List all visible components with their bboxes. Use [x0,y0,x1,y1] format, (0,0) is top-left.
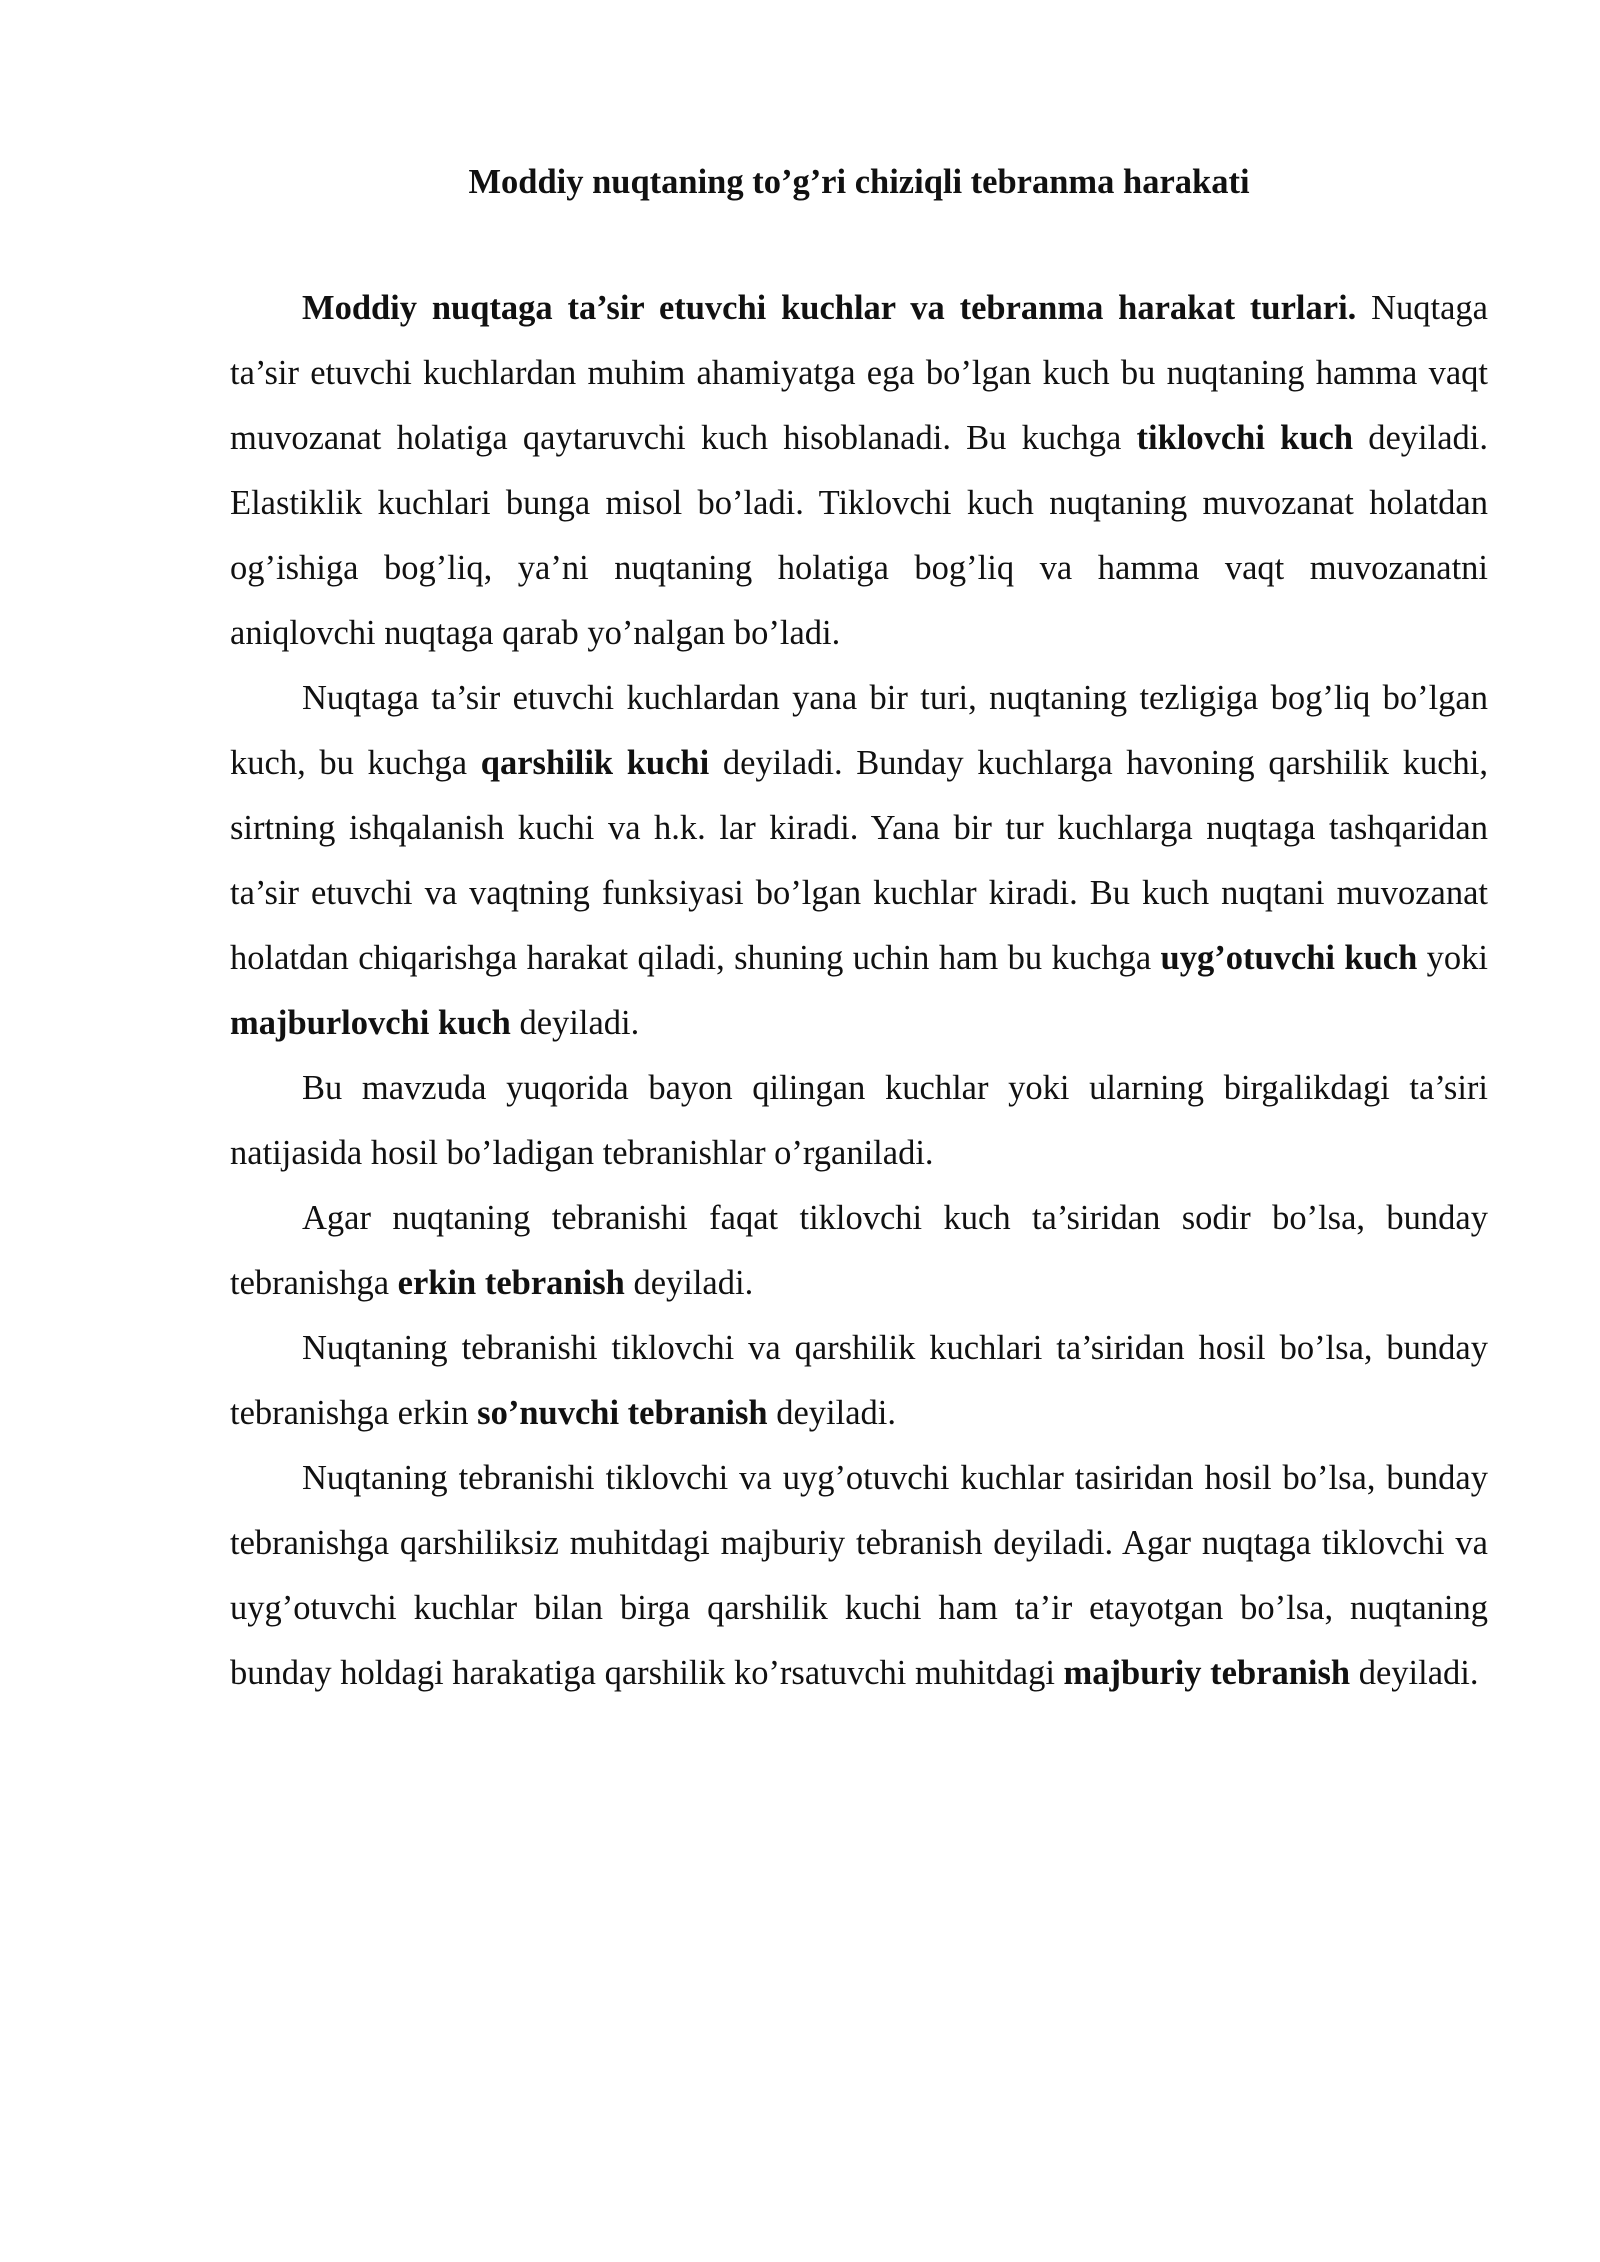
paragraph-6-run-1: Nuqtaning tebranishi tiklovchi va uyg’otuvchi kuchlar tasiridan hosil bo’lsa, bunday tebranishga qarshiliksiz muhitdagi majburiy tebranish deyiladi. Agar nuqtaga tiklovchi va uyg’otuvchi kuchlar bilan birga qarshilik kuchi ham ta’ir etayotgan bo’lsa, nuqtaning bunday holdagi harakatiga qarshilik ko’rsatuvchi muhitdagi [230,1459,1488,1692]
paragraph-2-run-5: yoki [1417,939,1488,977]
paragraph-2-run-4: uyg’otuvchi kuch [1160,939,1418,977]
paragraph-5-run-2: so’nuvchi tebranish [477,1394,768,1432]
paragraph-3 [230,1056,1488,1186]
paragraph-1-run-4: deyiladi. Elastiklik kuchlari bunga misol bo’ladi. Tiklovchi kuch nuqtaning muvozanat holatdan og’ishiga bog’liq, ya’ni nuqtaning holatiga bog’liq va hamma vaqt muvozanatni aniqlovchi nuqtaga qarab yo’nalgan bo’ladi. [230,419,1489,652]
paragraph-6-run-2: majburiy tebranish [1063,1654,1351,1692]
paragraph-2-run-6: majburlovchi kuch [230,1004,511,1042]
paragraph-3-run-1: Bu mavzuda yuqorida bayon qilingan kuchlar yoki ularning birgalikdagi ta’siri natijasida hosil bo’ladigan tebranishlar o’rganiladi. [230,1069,1488,1172]
paragraph-2-run-1: Nuqtaga ta’sir etuvchi kuchlardan yana bir turi, nuqtaning tezligiga bog’liq bo’lgan kuch, bu kuchga [230,679,1488,782]
paragraph-1-run-2: Nuqtaga ta’sir etuvchi kuchlardan muhim ahamiyatga ega bo’lgan kuch bu nuqtaning hamma vaqt muvozanat holatiga qaytaruvchi kuch hisoblanadi. Bu kuchga [230,289,1488,457]
paragraph-2-run-7: deyiladi. [510,1004,640,1042]
document-title: Moddiy nuqtaning to’g’ri chiziqli tebranma harakati [468,163,1250,201]
paragraph-5-run-1: Nuqtaning tebranishi tiklovchi va qarshilik kuchlari ta’siridan hosil bo’lsa, bunday tebranishga erkin [230,1329,1488,1432]
paragraph-4-run-3: deyiladi. [624,1264,754,1302]
paragraph-4-run-1: Agar nuqtaning tebranishi faqat tiklovchi kuch ta’siridan sodir bo’lsa, bunday tebranishga [230,1199,1488,1302]
paragraph-2-run-2: qarshilik kuchi [480,744,710,782]
paragraph-2-run-3: deyiladi. Bunday kuchlarga havoning qarshilik kuchi, sirtning ishqalanish kuchi va h.k. lar kiradi. Yana bir tur kuchlarga nuqtaga tashqaridan ta’sir etuvchi va vaqtning funksiyasi bo’lgan kuchlar kiradi. Bu kuch nuqtani muvozanat holatdan chiqarishga harakat qiladi, shuning uchin ham bu kuchga [230,744,1488,977]
paragraph-4 [230,1186,1488,1316]
paragraph-6 [230,1446,1488,1706]
paragraph-5-run-3: deyiladi. [767,1394,896,1432]
paragraph-6-run-3: deyiladi. [1350,1654,1479,1692]
paragraph-2 [230,666,1488,1056]
paragraph-1-run-1: Moddiy nuqtaga ta’sir etuvchi kuchlar va tebranma harakat turlari. [302,289,1357,327]
paragraph-1 [230,276,1488,666]
paragraph-4-run-2: erkin tebranish [397,1264,625,1302]
paragraph-5 [230,1316,1488,1446]
document-body [230,148,1488,1706]
paragraph-1-run-3: tiklovchi kuch [1136,419,1354,457]
